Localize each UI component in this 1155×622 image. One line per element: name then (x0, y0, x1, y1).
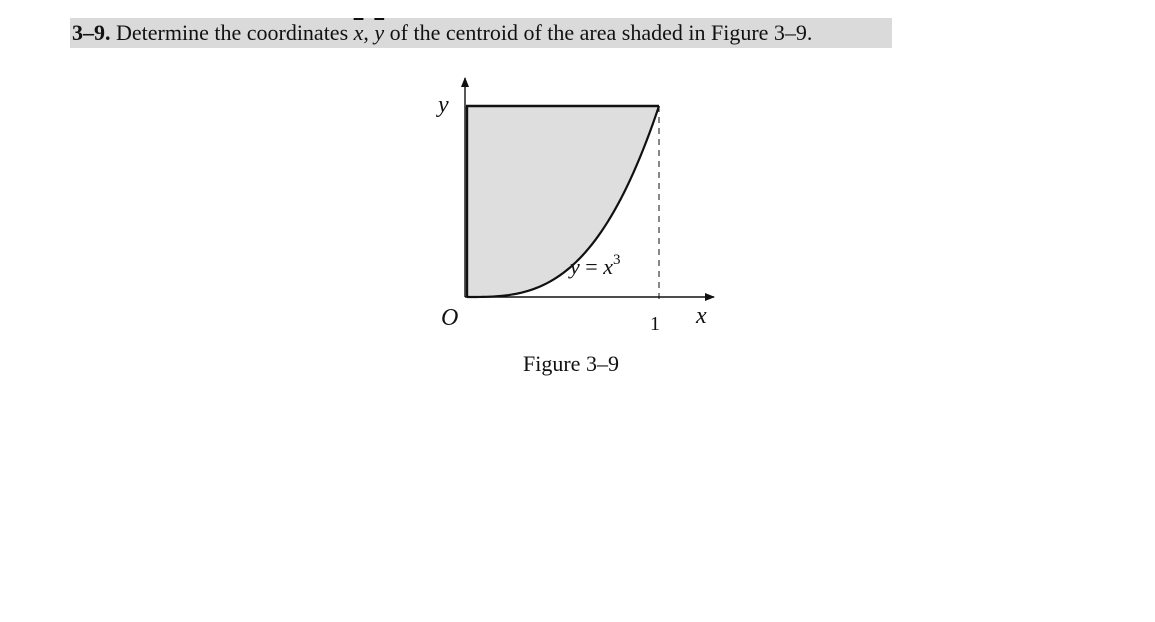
problem-text-after: of the centroid of the area shaded in Figure 3–9. (384, 20, 813, 45)
problem-number: 3–9. (72, 20, 111, 45)
curve-equation-label (568, 252, 620, 279)
x-axis-label: x (696, 303, 707, 329)
curve-label-exponent: 3 (612, 252, 621, 268)
comma-separator: , (363, 20, 375, 45)
y-bar-variable: $\overline{y}$ (374, 20, 385, 45)
curve-label-y: y (570, 254, 580, 279)
y-axis-label: y (438, 92, 449, 118)
curve-label-eq: = (579, 254, 604, 279)
shaded-region (467, 106, 659, 297)
tick-one-label: 1 (650, 313, 660, 335)
origin-label: O (441, 305, 459, 331)
problem-text-before: Determine the coordinates (110, 20, 354, 45)
curve-label-x: x (603, 254, 613, 279)
x-bar-variable: $\overline{x}$ (353, 20, 364, 45)
figure-caption: Figure 3–9 (523, 351, 619, 376)
